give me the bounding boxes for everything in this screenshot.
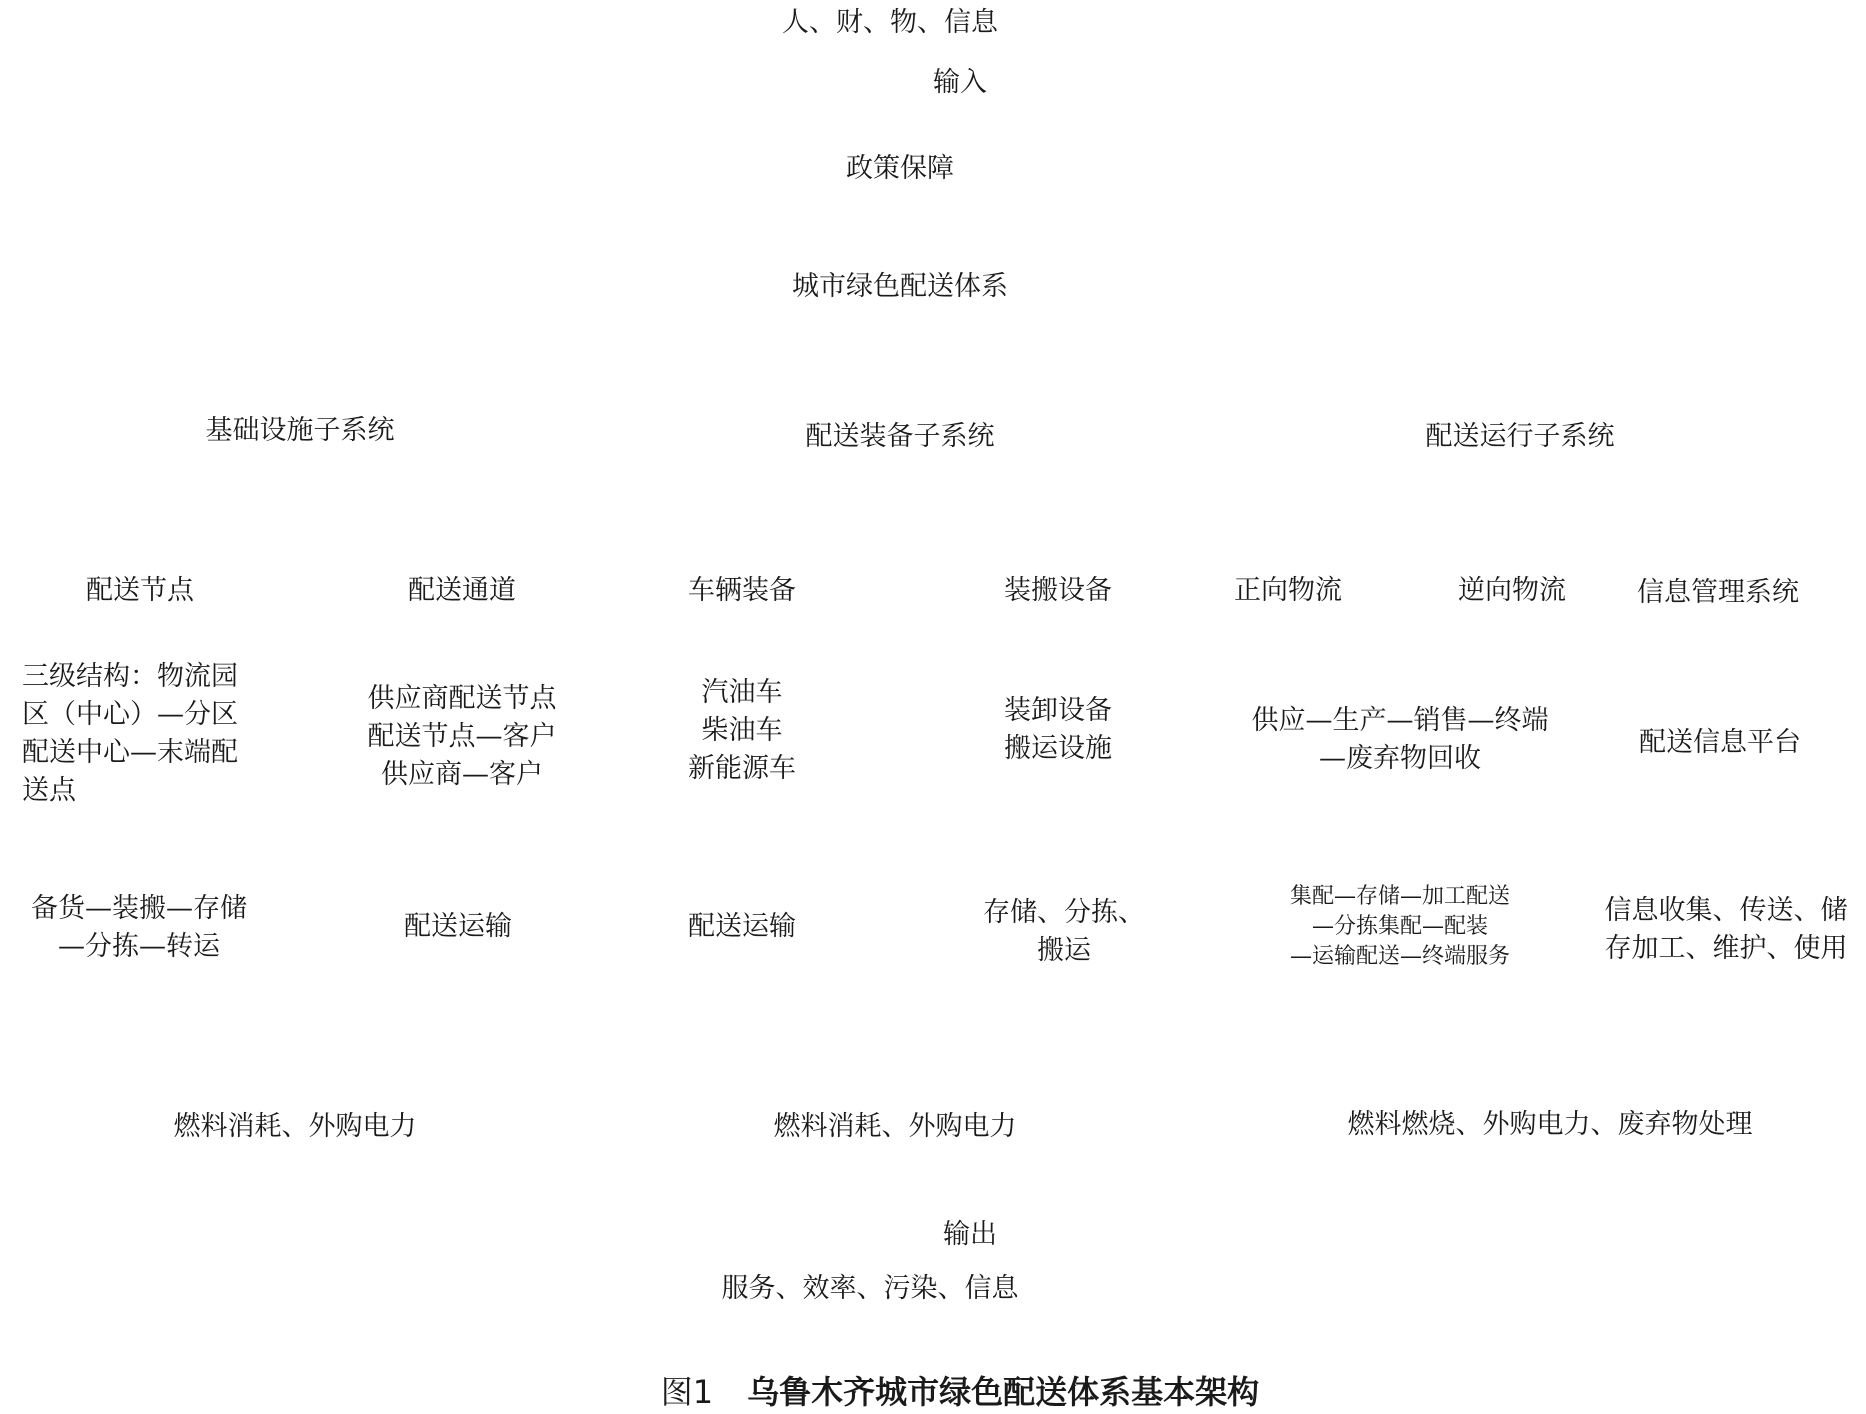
subsystem-operation: 配送运行子系统 <box>1425 421 1615 452</box>
consumption-infrastructure: 燃料消耗、外购电力 <box>173 1111 417 1142</box>
consumption-operation: 燃料燃烧、外购电力、废弃物处理 <box>1347 1109 1753 1140</box>
subsystem-equipment: 配送装备子系统 <box>805 421 995 452</box>
activity-logistics: 集配—存储—加工配送 —分拣集配—配装 —运输配送—终端服务 <box>1289 884 1510 969</box>
input-label: 输入 <box>933 67 987 98</box>
component-reverse-logistics: 逆向物流 <box>1458 575 1566 606</box>
activity-channel: 配送运输 <box>404 911 512 942</box>
component-delivery-channel: 配送通道 <box>408 575 516 606</box>
structure-vehicle: 汽油车 柴油车 新能源车 <box>688 677 796 784</box>
component-handling-equipment: 装搬设备 <box>1004 575 1112 606</box>
activity-handling: 存储、分拣、 搬运 <box>983 897 1145 966</box>
component-forward-logistics: 正向物流 <box>1234 575 1342 606</box>
input-resources: 人、财、物、信息 <box>782 7 998 38</box>
activity-node: 备货—装搬—存储 —分拣—转运 <box>31 893 247 962</box>
component-delivery-node: 配送节点 <box>86 575 194 606</box>
structure-handling: 装卸设备 搬运设施 <box>1004 695 1112 764</box>
component-vehicle-equipment: 车辆装备 <box>688 575 796 606</box>
figure-title: 乌鲁木齐城市绿色配送体系基本架构 <box>747 1373 1260 1411</box>
component-information-system: 信息管理系统 <box>1637 577 1799 608</box>
output-results: 服务、效率、污染、信息 <box>721 1273 1019 1304</box>
figure-caption <box>560 1326 1360 1414</box>
output-label: 输出 <box>943 1219 997 1250</box>
figure-number: 图1 <box>660 1373 714 1411</box>
structure-channel: 供应商配送节点 配送节点—客户 供应商—客户 <box>367 683 557 790</box>
subsystem-infrastructure: 基础设施子系统 <box>205 415 395 446</box>
structure-info-platform: 配送信息平台 <box>1639 727 1801 758</box>
activity-info: 信息收集、传送、储 存加工、维护、使用 <box>1604 895 1848 964</box>
structure-logistics: 供应—生产—销售—终端 —废弃物回收 <box>1251 705 1549 774</box>
policy-support: 政策保障 <box>846 153 954 184</box>
consumption-equipment: 燃料消耗、外购电力 <box>773 1111 1017 1142</box>
structure-node: 三级结构：物流园 区（中心）—分区 配送中心—末端配 送点 <box>22 661 238 806</box>
activity-vehicle: 配送运输 <box>688 911 796 942</box>
system-title: 城市绿色配送体系 <box>792 271 1008 302</box>
